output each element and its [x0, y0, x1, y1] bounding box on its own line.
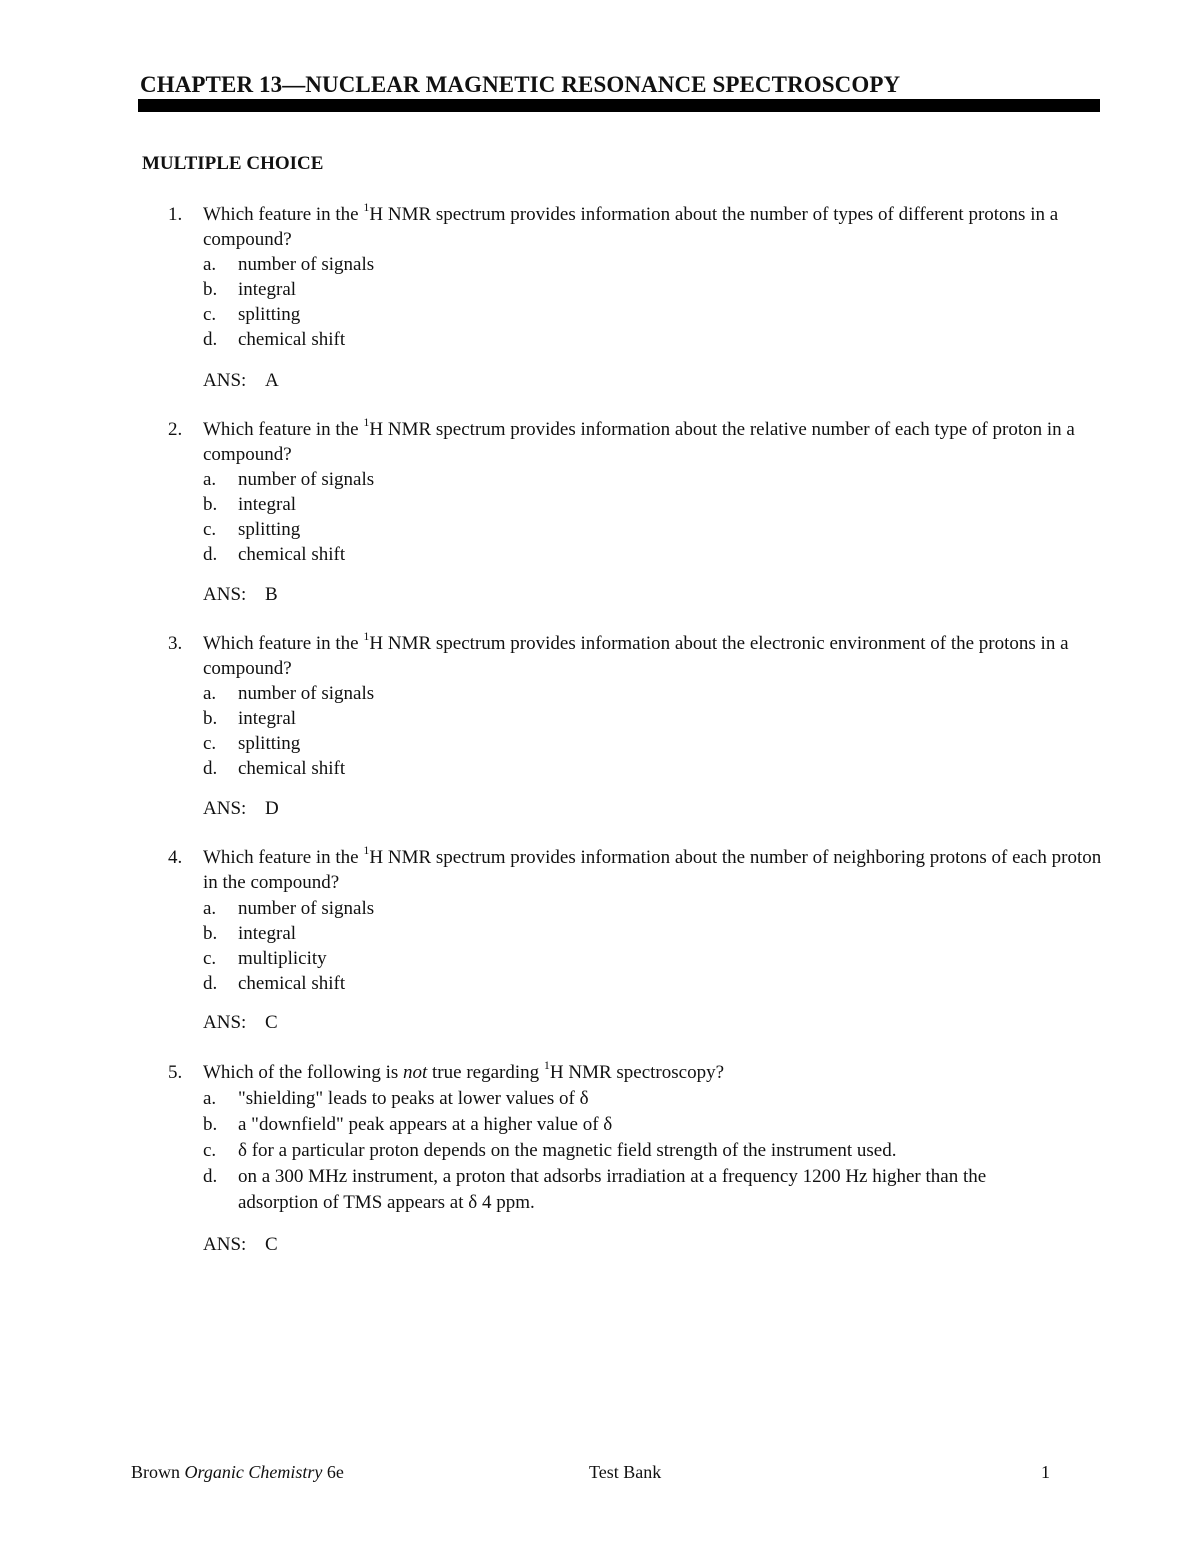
choice-b: b. integral: [203, 279, 297, 300]
choice-d: d. chemical shift: [203, 973, 346, 994]
chapter-title: CHAPTER 13—NUCLEAR MAGNETIC RESONANCE SPECTROSCOPY: [140, 72, 901, 97]
question-number: 2.: [168, 419, 183, 440]
choice-d: d. chemical shift: [203, 758, 346, 779]
emphasis-not: not: [403, 1062, 428, 1083]
choice-list: [0, 681, 1200, 781]
answer-value: C: [265, 1012, 278, 1033]
choice-list: [0, 467, 1200, 567]
answer-value: C: [265, 1234, 278, 1255]
answer-value: A: [265, 370, 279, 391]
question-text: Which feature in the $^1$H NMR spectrum provides information about the electronic environment of the protons in a compound?: [203, 628, 1069, 679]
choice-a: a. number of signals: [203, 469, 375, 490]
answer-value: D: [265, 798, 279, 819]
title-rule: [138, 99, 1100, 112]
answer-line: ANS: C: [203, 1234, 278, 1255]
question-number: 5.: [168, 1062, 183, 1083]
page-number: 1: [1041, 1462, 1050, 1482]
question-number: 3.: [168, 633, 183, 654]
footer-test-bank: Test Bank: [589, 1462, 662, 1482]
choice-b: b. integral: [203, 923, 297, 944]
question-text: Which of the following is not true regarding $^1$H NMR spectroscopy?: [203, 1057, 725, 1083]
choice-d: d. chemical shift: [203, 544, 346, 565]
choice-a: a. number of signals: [203, 254, 375, 275]
question-text: Which feature in the $^1$H NMR spectrum provides information about the number of types of different protons in a compound?: [203, 199, 1059, 250]
question-text: Which feature in the $^1$H NMR spectrum provides information about the relative number of each type of proton in a compound?: [203, 414, 1075, 465]
choice-c: c. δ for a particular proton depends on the magnetic field strength of the instrument used.: [203, 1140, 897, 1161]
choice-d: d. on a 300 MHz instrument, a proton that adsorbs irradiation at a frequency 1200 Hz higher than the adsorption of TMS appears at δ 4 ppm.: [203, 1166, 987, 1213]
choice-c: c. splitting: [203, 519, 301, 540]
question-number: 1.: [168, 204, 183, 225]
question-number: 4.: [168, 847, 183, 868]
choice-list: [0, 252, 1200, 352]
choice-c: c. splitting: [203, 733, 301, 754]
question-text: Which feature in the $^1$H NMR spectrum provides information about the number of neighboring protons of each proton in the compound?: [203, 842, 1102, 893]
section-heading: MULTIPLE CHOICE: [142, 153, 324, 174]
choice-list: [0, 896, 1200, 996]
choice-a: a. number of signals: [203, 898, 375, 919]
choice-list: [0, 1086, 1200, 1216]
choice-b: b. a "downfield" peak appears at a higher value of δ: [203, 1114, 613, 1135]
answer-line: ANS: C: [203, 1012, 278, 1033]
choice-b: b. integral: [203, 494, 297, 515]
answer-line: ANS: D: [203, 798, 279, 819]
choice-a: a. "shielding" leads to peaks at lower values of δ: [203, 1088, 589, 1109]
footer-book-title: Brown Organic Chemistry 6e: [131, 1462, 344, 1482]
answer-line: ANS: A: [203, 370, 279, 391]
choice-a: a. number of signals: [203, 683, 375, 704]
choice-c: c. multiplicity: [203, 948, 327, 969]
choice-b: b. integral: [203, 708, 297, 729]
choice-d: d. chemical shift: [203, 329, 346, 350]
answer-line: ANS: B: [203, 584, 278, 605]
answer-value: B: [265, 584, 278, 605]
choice-c: c. splitting: [203, 304, 301, 325]
